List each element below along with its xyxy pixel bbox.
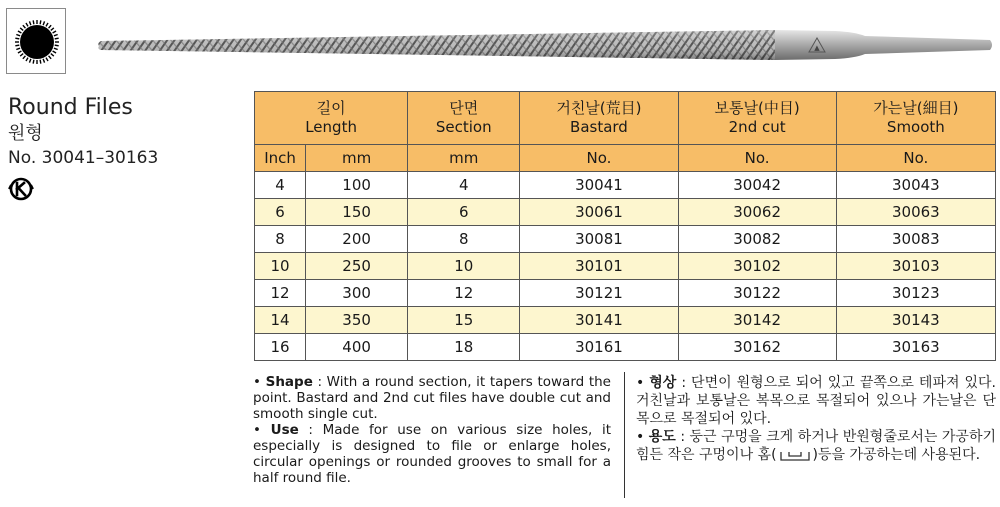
notes-divider [624,372,625,498]
cell-second: 30042 [678,172,836,199]
round-file-image [95,16,995,72]
table-row [255,334,996,361]
header-smooth: 가는날(細目) Smooth [836,92,995,145]
cell-section: 6 [408,199,520,226]
cell-mm: 150 [306,199,408,226]
cell-second: 30142 [678,307,836,334]
cell-bastard: 30061 [520,199,678,226]
cell-section: 8 [408,226,520,253]
cell-smooth: 30063 [836,199,995,226]
cell-bastard: 30121 [520,280,678,307]
table-row [255,280,996,307]
groove-icon [777,449,813,461]
cell-section: 12 [408,280,520,307]
header-length: 길이 Length [255,92,408,145]
cell-bastard: 30101 [520,253,678,280]
round-section-icon [6,8,66,74]
cell-smooth: 30143 [836,307,995,334]
table-row [255,307,996,334]
cell-mm: 400 [306,334,408,361]
cell-mm: 200 [306,226,408,253]
notes-english: • Shape : With a round section, it tapers toward the point. Bastard and 2nd cut files have double cut and smooth single cut. • Use : Made for use on various size holes, it especially is designed to file or enlarge holes, circular openings or rounded grooves to small for a half round file. [253,374,611,486]
use-text-ko-b: )등을 가공하는데 사용된다. [812,447,981,463]
header-bastard: 거친날(荒目) Bastard [520,92,678,145]
cell-smooth: 30103 [836,253,995,280]
table-row [255,226,996,253]
cell-bastard: 30141 [520,307,678,334]
cell-smooth: 30043 [836,172,995,199]
product-info [8,94,158,202]
cell-mm: 350 [306,307,408,334]
table-row [255,253,996,280]
shape-label-ko: 형상 [649,375,677,391]
k-certification-mark-icon [8,176,34,202]
header-2nd-cut: 보통날(中目) 2nd cut [678,92,836,145]
use-text-ko-a: : 둥근 구멍을 크게 하거나 반원형줄로서는 가공하기 힘든 작은 구멍이나 홈( [636,429,996,463]
use-label-en: Use [270,422,299,438]
cell-second: 30162 [678,334,836,361]
shape-text-ko: : 단면이 원형으로 되어 있고 끝쪽으로 테파져 있다. 거친날과 보통날은 복목으로 목절되어 있으나 가는날은 단목으로 목절되어 있다. [636,375,996,427]
subheader-inch: Inch [255,145,306,172]
header-section: 단면 Section [408,92,520,145]
cell-mm: 250 [306,253,408,280]
table-row [255,199,996,226]
model-range: No. 30041–30163 [8,148,159,168]
cell-inch: 16 [255,334,306,361]
cell-section: 10 [408,253,520,280]
cell-inch: 14 [255,307,306,334]
product-title-en: Round Files [8,95,133,120]
subheader-2nd-no: No. [678,145,836,172]
cell-smooth: 30083 [836,226,995,253]
cell-second: 30102 [678,253,836,280]
cell-bastard: 30041 [520,172,678,199]
cell-inch: 8 [255,226,306,253]
cell-mm: 100 [306,172,408,199]
cell-smooth: 30163 [836,334,995,361]
shape-label-en: Shape [265,374,313,390]
cell-inch: 12 [255,280,306,307]
cell-inch: 4 [255,172,306,199]
cell-section: 4 [408,172,520,199]
cell-second: 30082 [678,226,836,253]
cell-section: 18 [408,334,520,361]
cell-inch: 6 [255,199,306,226]
shape-text-en: : With a round section, it tapers toward the point. Bastard and 2nd cut files have double cut and smooth single cut. [253,374,611,422]
svg-text:▲: ▲ [814,44,820,52]
use-text-en: : Made for use on various size holes, it especially is designed to file or enlarge holes, circular openings or rounded grooves to small for a half round file. [253,422,611,486]
cell-bastard: 30161 [520,334,678,361]
notes-korean: • 형상 : 단면이 원형으로 되어 있고 끝쪽으로 테파져 있다. 거친날과 보통날은 복목으로 목절되어 있으나 가는날은 단목으로 목절되어 있다. • 용도 : 둥근 구멍을 크게 하거나 반원형줄로서는 가공하기 힘든 작은 구멍이나 홈( )등을 가공하는데 사용된다. [636,375,996,463]
spec-table [254,91,996,361]
cell-bastard: 30081 [520,226,678,253]
product-title-ko: 원형 [8,123,43,144]
subheader-mm: mm [306,145,408,172]
cell-mm: 300 [306,280,408,307]
cell-section: 15 [408,307,520,334]
cell-inch: 10 [255,253,306,280]
cell-smooth: 30123 [836,280,995,307]
subheader-smooth-no: No. [836,145,995,172]
cell-second: 30122 [678,280,836,307]
use-label-ko: 용도 [648,429,676,445]
cell-second: 30062 [678,199,836,226]
subheader-section-mm: mm [408,145,520,172]
subheader-bastard-no: No. [520,145,678,172]
table-row [255,172,996,199]
